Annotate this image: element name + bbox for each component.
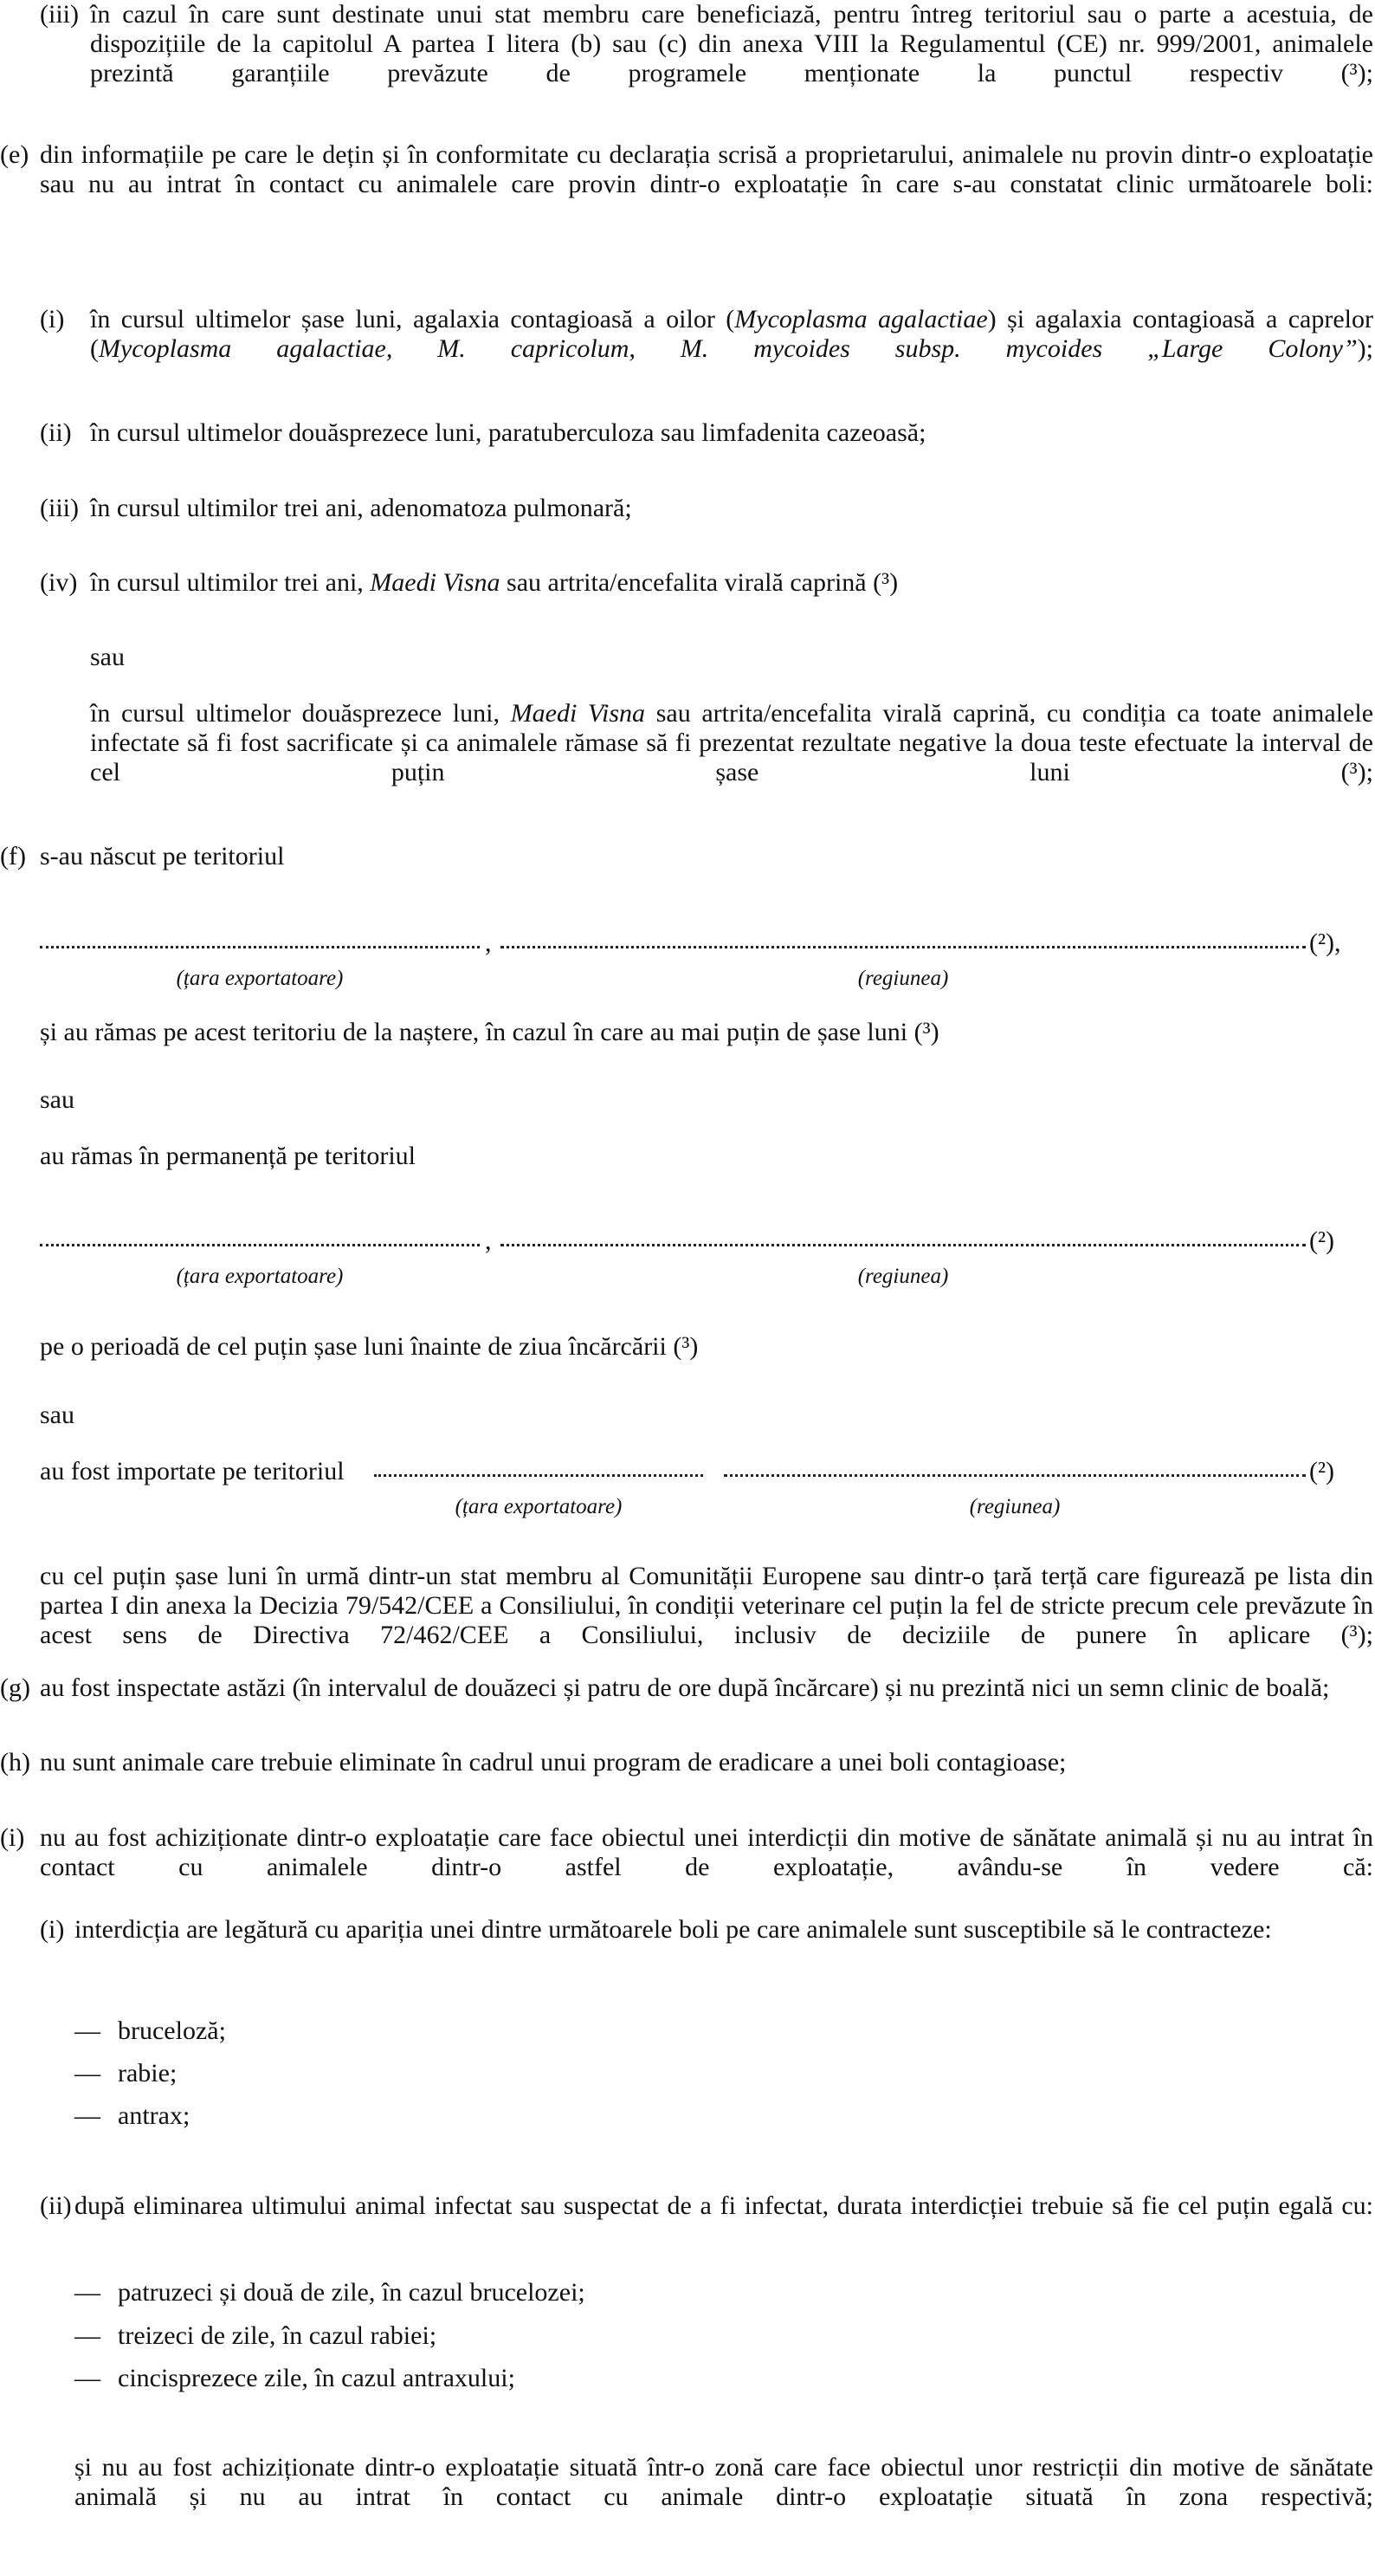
paragraph-i-ii: după eliminarea ultimului animal infectat sau suspectat de a fi infectat, durata interdicției trebuie să fie cel puțin egală cu: xyxy=(74,2191,1373,2220)
list-dash: — xyxy=(74,2059,100,2087)
footnote-ref-2: (²), xyxy=(1309,929,1341,957)
footnote-ref-2: (²) xyxy=(1309,1227,1334,1255)
item-label-h: (h) xyxy=(0,1748,30,1777)
paragraph-i-closing: și nu au fost achiziționate dintr-o exploatație situată într-o zonă care face obiectul unor restricții din motive de sănătate animală și nu au intrat în contact cu animale dintr-o exploatație situată în zona respectivă; xyxy=(74,2453,1373,2511)
list-item: rabie; xyxy=(118,2059,178,2087)
list-item: cincisprezece zile, în cazul antraxului; xyxy=(118,2364,515,2392)
paragraph-f-final: cu cel puțin șase luni în urmă dintr-un stat membru al Comunității Europene sau dintr-o țară terță care figurează pe lista din partea I din anexa la Decizia 79/542/CEE a Consiliului, în condiții veterinare cel puțin la fel de stricte precum cele prevăzute în acest sens de Directiva 72/462/CEE a Consiliului, inclusiv de deciziile de punere în aplicare (³); xyxy=(40,1562,1373,1649)
list-dash: — xyxy=(74,2101,100,2130)
caption-region-3: (regiunea) xyxy=(969,1495,1061,1518)
paragraph-i-i: interdicția are legătură cu apariția unei dintre următoarele boli pe care animalele sunt susceptibile să le contracteze: xyxy=(74,1915,1272,1944)
or-connector-f-1: sau xyxy=(40,1085,74,1114)
paragraph-h: nu sunt animale care trebuie eliminate în cadrul unui program de eradicare a unei boli contagioase; xyxy=(40,1748,1067,1777)
field-separator: , xyxy=(485,1227,492,1255)
paragraph-e-i: în cursul ultimelor șase luni, agalaxia contagioasă a oilor (Mycoplasma agalactiae) și agalaxia contagioasă a caprelor (Mycoplasma agalactiae, M. capricolum, M. mycoides subsp. mycoides „Large Colony”); xyxy=(90,305,1373,363)
item-label-iii-pre: (iii) xyxy=(40,0,79,29)
list-dash: — xyxy=(74,2321,100,2350)
list-dash: — xyxy=(74,2278,100,2307)
f-intro: s-au născut pe teritoriul xyxy=(40,842,285,871)
paragraph-g: au fost inspectate astăzi (în intervalul de douăzeci și patru de ore după încărcare) și nu prezintă nici un semn clinic de boală; xyxy=(40,1673,1330,1702)
paragraph-e-ii: în cursul ultimelor douăsprezece luni, paratuberculoza sau limfadenita cazeoasă; xyxy=(90,418,926,447)
fill-field-country-3 xyxy=(374,1474,703,1477)
list-dash: — xyxy=(74,2016,100,2045)
f-line-permanent: au rămas în permanență pe teritoriul xyxy=(40,1142,416,1170)
list-item: patruzeci și două de zile, în cazul brucelozei; xyxy=(118,2278,585,2307)
list-item: bruceloză; xyxy=(118,2016,226,2045)
item-label-e-ii: (ii) xyxy=(40,418,72,447)
fill-field-country-2 xyxy=(40,1244,480,1246)
list-item: antrax; xyxy=(118,2101,190,2130)
caption-country-3: (țara exportatoare) xyxy=(455,1495,623,1518)
item-label-e-iii: (iii) xyxy=(40,494,79,522)
f-line-born: și au rămas pe acest teritoriu de la naștere, în cazul în care au mai puțin de șase luni (³) xyxy=(40,1018,939,1046)
list-dash: — xyxy=(74,2364,100,2392)
or-connector-f-2: sau xyxy=(40,1401,74,1429)
paragraph-i: nu au fost achiziționate dintr-o exploatație care face obiectul unei interdicții din motive de sănătate animală și nu au intrat în contact cu animalele dintr-o astfel de exploatație, avându-se în vedere că: xyxy=(40,1823,1373,1881)
f-line-imported: au fost importate pe teritoriul xyxy=(40,1457,345,1485)
caption-country-2: (țara exportatoare) xyxy=(176,1265,344,1288)
paragraph-iii-pre: în cazul în care sunt destinate unui stat membru care beneficiază, pentru întreg teritoriul sau o parte a acestuia, de dispozițiile de la capitolul A partea I litera (b) sau (c) din anexa VIII la Regulamentul (CE) nr. 999/2001, animalele prezintă garanțiile prevăzute de programele menționate la punctul respectiv (³); xyxy=(90,0,1373,87)
or-connector-e-iv: sau xyxy=(90,643,125,671)
fill-field-region-2 xyxy=(500,1244,1306,1246)
paragraph-e-iv: în cursul ultimilor trei ani, Maedi Visna sau artrita/encefalita virală caprină (³) xyxy=(90,568,899,597)
item-label-e: (e) xyxy=(0,140,29,169)
f-line-period: pe o perioadă de cel puțin șase luni înainte de ziua încărcării (³) xyxy=(40,1332,699,1361)
item-label-i: (i) xyxy=(0,1823,25,1852)
caption-country-1: (țara exportatoare) xyxy=(176,967,344,990)
item-label-e-i: (i) xyxy=(40,305,65,333)
fill-field-country-1 xyxy=(40,946,480,948)
paragraph-e: din informațiile pe care le dețin și în conformitate cu declarația scrisă a proprietarului, animalele nu provin dintr-o exploatație sau nu au intrat în contact cu animalele care provin dintr-o exploatație în care s-au constatat clinic următoarele boli: xyxy=(40,140,1373,198)
paragraph-e-iv-alt: în cursul ultimelor douăsprezece luni, Maedi Visna sau artrita/encefalita virală caprină, cu condiția ca toate animalele infectate să fi fost sacrificate și ca animalele rămase să fi prezentat rezultate negative la doua teste efectuate la interval de cel puțin șase luni (³); xyxy=(90,699,1374,786)
fill-field-region-3 xyxy=(724,1474,1306,1477)
caption-region-2: (regiunea) xyxy=(857,1265,949,1288)
footnote-ref-2: (²) xyxy=(1309,1457,1334,1485)
paragraph-e-iii: în cursul ultimilor trei ani, adenomatoza pulmonară; xyxy=(90,494,632,522)
item-label-e-iv: (iv) xyxy=(40,568,78,597)
item-label-i-i: (i) xyxy=(40,1915,65,1944)
fill-field-region-1 xyxy=(500,946,1306,948)
item-label-f: (f) xyxy=(0,842,26,871)
item-label-i-ii: (ii) xyxy=(40,2191,72,2220)
field-separator: , xyxy=(485,929,492,957)
list-item: treizeci de zile, în cazul rabiei; xyxy=(118,2321,437,2350)
item-label-g: (g) xyxy=(0,1673,30,1702)
caption-region-1: (regiunea) xyxy=(857,967,949,990)
